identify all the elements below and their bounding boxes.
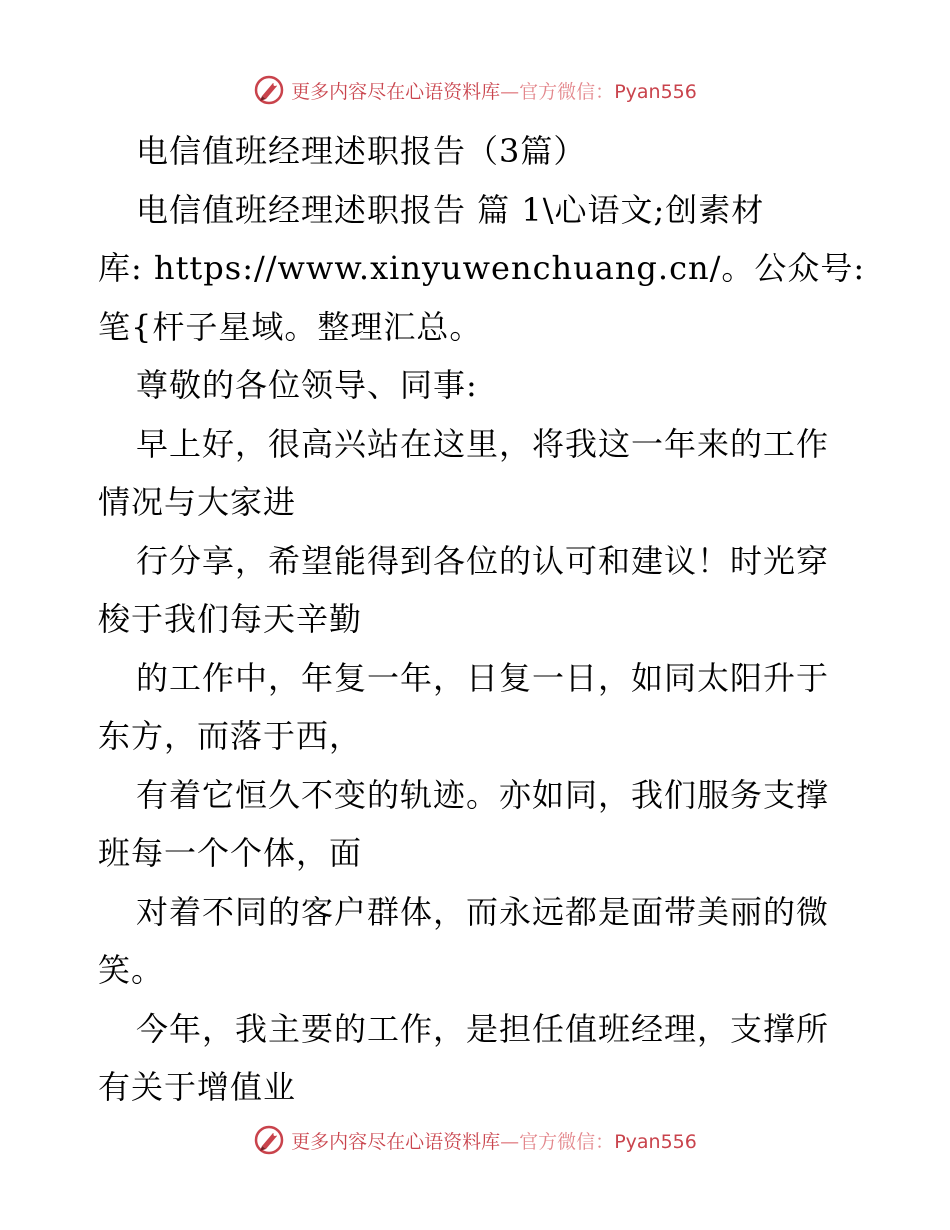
doc-line: 情况与大家进 xyxy=(98,483,297,521)
doc-line: 行分享，希望能得到各位的认可和建议！时光穿 xyxy=(136,541,830,580)
doc-line: 有着它恒久不变的轨迹。亦如同，我们服务支撑 xyxy=(136,775,830,814)
doc-line: 东方，而落于西， xyxy=(98,717,363,755)
doc-line: 库: https://www.xinyuwenchuang.cn/。公众号: xyxy=(98,249,866,287)
doc-line: 有关于增值业 xyxy=(98,1068,297,1106)
header-banner-official: —官方微信： xyxy=(500,80,615,103)
footer-banner-id: Pyan556 xyxy=(614,1130,697,1153)
doc-line: 今年，我主要的工作，是担任值班经理，支撑所 xyxy=(136,1009,830,1048)
document-body xyxy=(98,122,866,1117)
doc-title: 电信值班经理述职报告（3篇） xyxy=(136,132,587,170)
header-banner-id: Pyan556 xyxy=(614,80,697,103)
doc-line: 对着不同的客户群体，而永远都是面带美丽的微 xyxy=(136,892,830,931)
pen-logo-icon xyxy=(253,1124,285,1156)
footer-banner-main: 更多内容尽在心语资料库 xyxy=(291,1130,501,1153)
doc-line: 的工作中，年复一年，日复一日，如同太阳升于 xyxy=(136,658,830,697)
doc-line: 电信值班经理述职报告 篇 1\心语文;创素材 xyxy=(136,190,765,229)
pen-logo-icon xyxy=(253,74,285,106)
doc-line: 早上好，很高兴站在这里，将我这一年来的工作 xyxy=(136,424,830,463)
footer-banner-official: —官方微信： xyxy=(500,1130,615,1153)
header-banner xyxy=(0,70,950,110)
header-banner-main: 更多内容尽在心语资料库 xyxy=(291,80,501,103)
doc-line: 尊敬的各位领导、同事: xyxy=(136,366,478,404)
doc-line: 梭于我们每天辛勤 xyxy=(98,600,363,638)
doc-line: 班每一个个体，面 xyxy=(98,834,363,872)
doc-line: 笔{杆子星域。整理汇总。 xyxy=(98,307,483,346)
footer-banner xyxy=(0,1120,950,1160)
doc-line: 笑。 xyxy=(98,951,165,989)
